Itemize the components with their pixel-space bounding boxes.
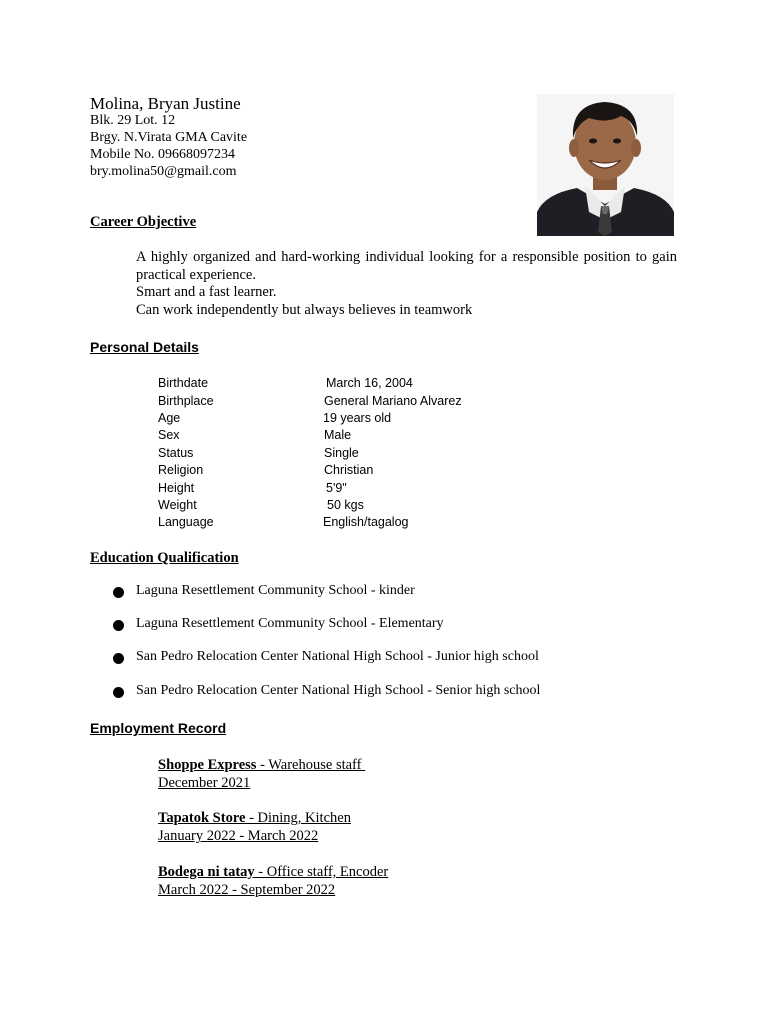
detail-label-language: Language [158,515,214,529]
bullet-icon [113,587,124,598]
employment-company: Bodega ni tatay [158,864,255,880]
bullet-icon [113,687,124,698]
detail-label-religion: Religion [158,463,204,477]
employment-company: Shoppe Express [158,757,257,773]
detail-value-height: 5'9" [326,481,347,495]
applicant-photo [537,94,674,236]
education-item: San Pedro Relocation Center National High School - Senior high school [136,683,541,698]
detail-label-birthplace: Birthplace [158,394,214,408]
detail-value-age: 19 years old [323,411,392,425]
detail-label-birthdate: Birthdate [158,376,209,390]
employment-role: - Office staff, Encoder [254,864,389,880]
objective-line: Smart and a fast learner. [136,284,277,300]
detail-value-weight: 50 kgs [327,498,364,512]
employment-date: March 2022 - September 2022 [158,882,336,898]
detail-value-language: English/tagalog [323,515,409,529]
detail-value-status: Single [324,446,359,460]
detail-label-status: Status [158,446,194,460]
detail-label-height: Height [158,481,195,495]
personal-details-heading: Personal Details [90,339,199,355]
employment-company: Tapatok Store [158,810,246,826]
employment-title-line [158,863,388,881]
objective-line: Can work independently but always believes in teamwork [136,301,473,318]
email-address: bry.molina50@gmail.com [90,164,237,179]
detail-label-age: Age [158,411,181,425]
bullet-icon [113,653,124,664]
mobile-number: Mobile No. 09668097234 [90,147,236,162]
employment-record [158,863,388,899]
employment-title-line [158,756,365,774]
address-line-1: Blk. 29 Lot. 12 [90,113,176,128]
education-item: Laguna Resettlement Community School - kinder [136,583,415,598]
objective-line: A highly organized and hard-working individual looking for a responsible position to gain practical experience. [136,249,677,283]
detail-value-birthdate: March 16, 2004 [326,376,413,390]
employment-title-line [158,809,351,827]
employment-role: - Warehouse staff [256,757,366,773]
employment-record [158,809,351,845]
detail-value-sex: Male [324,428,352,442]
career-objective-text [136,249,677,319]
address-line-2: Brgy. N.Virata GMA Cavite [90,130,248,145]
employment-heading: Employment Record [90,720,227,736]
career-objective-heading: Career Objective [90,214,197,230]
education-item: Laguna Resettlement Community School - Elementary [136,616,444,631]
applicant-name: Molina, Bryan Justine [90,94,241,113]
employment-role: - Dining, Kitchen [245,810,351,826]
education-heading: Education Qualification [90,550,239,566]
employment-date: December 2021 [158,775,251,791]
education-item: San Pedro Relocation Center National High School - Junior high school [136,649,539,664]
employment-record [158,756,365,792]
detail-value-religion: Christian [324,463,374,477]
bullet-icon [113,620,124,631]
detail-label-sex: Sex [158,428,180,442]
detail-label-weight: Weight [158,498,197,512]
detail-value-birthplace: General Mariano Alvarez [324,394,462,408]
employment-date: January 2022 - March 2022 [158,828,319,844]
